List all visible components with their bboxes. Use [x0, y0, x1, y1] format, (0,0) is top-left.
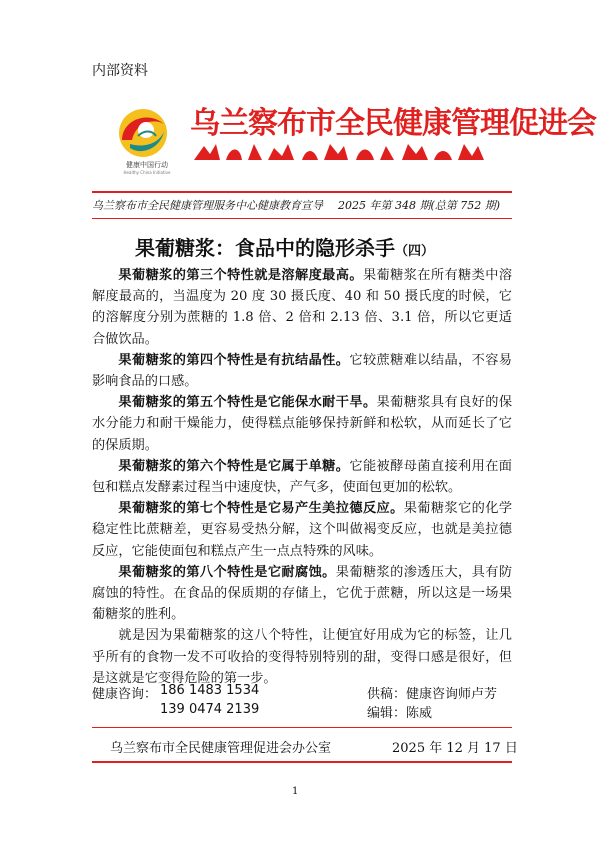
paragraph-text: 果葡糖浆具有良好的保水分能力和耐干燥能力，使得糕点能够保持新鲜和松软，从而延长了它的保质期。 [92, 395, 513, 453]
contact-label: 健康咨询： [92, 687, 158, 702]
article-body [92, 265, 512, 689]
page-number: 1 [292, 786, 299, 797]
article-title-suffix: （四） [395, 244, 435, 259]
paragraph [92, 350, 512, 392]
paragraph-lead: 果葡糖浆的第七个特性是它易产生美拉德反应。 [118, 501, 404, 517]
editor: 编辑：陈威 [367, 706, 433, 721]
paragraph [92, 456, 512, 498]
paragraph-lead: 果葡糖浆的第三个特性就是溶解度最高。 [118, 268, 363, 283]
paragraph-text: 它能被酵母菌直接利用在面包和糕点发酵素过程当中速度快，产气多，使面包更加的松软。 [92, 458, 512, 496]
logo-caption: 健康中国行动 [126, 161, 168, 169]
paragraph-text: 果葡糖浆它的化学稳定性比蔗糖差，更容易受热分解，这个叫做褐变反应，也就是美拉德反应，它能使面包和糕点产生一点点特殊的风味。 [92, 501, 513, 559]
paragraph-text: 它较蔗糖难以结晶，不容易影响食品的口感。 [92, 352, 512, 390]
internal-label: 内部资料 [92, 63, 148, 79]
article-title [135, 232, 434, 261]
logo-caption-en: Healthy China Initiative [123, 170, 171, 175]
paragraph [92, 392, 512, 456]
mongolian-script-title [190, 138, 490, 168]
footer-office: 乌兰察布市全民健康管理促进会办公室 [110, 741, 332, 756]
paragraph-text: 果葡糖浆的渗透压大，具有防腐蚀的特性。在食品的保质期的存储上，它优于蔗糖，所以这是一场果葡糖浆的胜利。 [92, 564, 513, 623]
footer-date: 2025 年 12 月 17 日 [392, 741, 518, 756]
supplier: 供稿：健康咨询师卢芳 [367, 687, 498, 702]
issue-publisher: 乌兰察布市全民健康管理服务中心健康教育宣导 [92, 199, 323, 212]
paragraph [92, 498, 512, 562]
footer-rule-bottom [92, 761, 512, 763]
header-rule [92, 191, 512, 193]
paragraph-lead: 果葡糖浆的第六个特性是它属于单糖。 [118, 458, 350, 474]
issue-number: 2025 年第 348 期(总第 752 期) [338, 199, 501, 212]
paragraph [92, 562, 512, 626]
paragraph-text: 果葡糖浆在所有糖类中溶解度最高的，当温度为 20 度 30 摄氏度、40 和 50 摄氏度的时候，它的溶解度分别为蔗糖的 1.8 倍、2 倍和 2.13 倍、3.1 倍，所以它更适合做饮品。 [92, 268, 513, 347]
paragraph [92, 265, 512, 350]
paragraph-lead: 果葡糖浆的第八个特性是它耐腐蚀。 [118, 564, 336, 580]
article-title-main: 果葡糖浆：食品中的隐形杀手 [135, 236, 395, 260]
paragraph-text: 就是因为果葡糖浆的这八个特性，让便宜好用成为它的标签，让几乎所有的食物一发不可收拾的变得特别特别的甜，变得口感是很好，但是这就是它变得危险的第一步。 [92, 628, 512, 686]
paragraph [92, 625, 512, 689]
contact-phone-2: 139 0474 2139 [160, 702, 260, 717]
issue-rule [92, 218, 512, 219]
paragraph-lead: 果葡糖浆的第四个特性是有抗结晶性。 [118, 352, 350, 368]
paragraph-lead: 果葡糖浆的第五个特性是它能保水耐干旱。 [118, 395, 377, 411]
org-title: 乌兰察布市全民健康管理促进会 [190, 106, 596, 141]
footer-rule-top [92, 727, 512, 728]
contact-phone-1: 186 1483 1534 [160, 683, 260, 698]
